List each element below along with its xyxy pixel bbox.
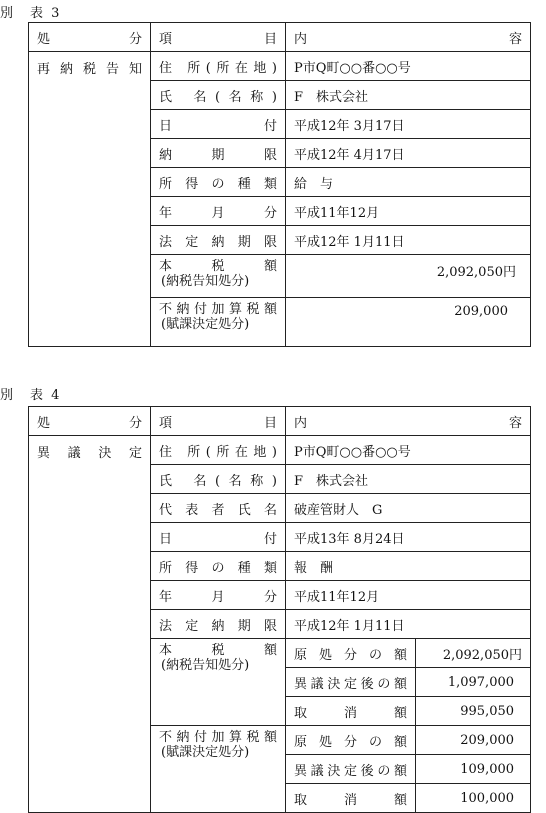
subrow-value: 2,092,050円	[416, 639, 531, 668]
subrow-label: 原処分の額	[286, 639, 416, 668]
header-disposition: 処 分	[29, 23, 151, 52]
row-value: P市Q町○○番○○号	[286, 436, 531, 465]
subrow-label: 原処分の額	[286, 726, 416, 755]
row-value: 給 与	[286, 168, 531, 197]
penalty-sublabel: (賦課決定処分)	[161, 745, 250, 760]
header-item: 項 目	[151, 23, 286, 52]
row-value: 平成12年 3月17日	[286, 110, 531, 139]
disposition-cell: 異議決定	[29, 436, 151, 813]
tax-label-cell	[151, 639, 286, 726]
penalty-sublabel: (賦課決定処分)	[161, 317, 250, 332]
row-label: 法定納期限	[151, 610, 286, 639]
penalty-label: 不納付加算税額	[159, 730, 277, 745]
header-item: 項 目	[151, 407, 286, 436]
penalty-value: 209,000	[286, 298, 531, 347]
row-label: 日 付	[151, 523, 286, 552]
header-disposition: 処 分	[29, 407, 151, 436]
row-label: 氏 名(名称)	[151, 465, 286, 494]
row-label: 法定納期限	[151, 226, 286, 255]
row-label: 日 付	[151, 110, 286, 139]
row-label: 住 所(所在地)	[151, 52, 286, 81]
table4-header-row	[29, 407, 531, 436]
table4	[28, 406, 531, 813]
row-value: F 株式会社	[286, 81, 531, 110]
row-value: 平成11年12月	[286, 581, 531, 610]
penalty-label-cell	[151, 726, 286, 813]
row-label: 年 月 分	[151, 581, 286, 610]
subrow-label: 取 消 額	[286, 697, 416, 726]
row-value: 破産管財人 G	[286, 494, 531, 523]
row-label: 納 期 限	[151, 139, 286, 168]
row-value: 平成12年 1月11日	[286, 610, 531, 639]
row-value: 報 酬	[286, 552, 531, 581]
row-label: 年 月 分	[151, 197, 286, 226]
header-content: 内 容	[286, 23, 531, 52]
subrow-value: 1,097,000	[416, 668, 531, 697]
subrow-label: 異議決定後の額	[286, 755, 416, 784]
row-label: 住 所(所在地)	[151, 436, 286, 465]
row-value: 平成11年12月	[286, 197, 531, 226]
row-value: F 株式会社	[286, 465, 531, 494]
disposition-cell: 再納税告知	[29, 52, 151, 347]
subrow-value: 209,000	[416, 726, 531, 755]
subrow-label: 異議決定後の額	[286, 668, 416, 697]
row-label: 代表者氏名	[151, 494, 286, 523]
tax-label: 本 税 額	[159, 643, 277, 658]
row-value: 平成12年 1月11日	[286, 226, 531, 255]
table4-caption: 別 表 4	[0, 388, 62, 403]
penalty-label: 不納付加算税額	[159, 302, 277, 317]
tax-label-cell	[151, 255, 286, 298]
row-value: 平成13年 8月24日	[286, 523, 531, 552]
tax-label: 本 税 額	[159, 259, 277, 274]
tax-sublabel: (納税告知処分)	[161, 274, 250, 289]
subrow-value: 995,050	[416, 697, 531, 726]
subrow-value: 100,000	[416, 784, 531, 813]
row-label: 所得の種類	[151, 552, 286, 581]
subrow-value: 109,000	[416, 755, 531, 784]
penalty-label-cell	[151, 298, 286, 347]
tax-value: 2,092,050円	[286, 255, 531, 298]
row-value: 平成12年 4月17日	[286, 139, 531, 168]
table-row	[29, 52, 531, 81]
tax-sublabel: (納税告知処分)	[161, 658, 250, 673]
table3-header-row	[29, 23, 531, 52]
subrow-label: 取 消 額	[286, 784, 416, 813]
row-label: 氏 名(名称)	[151, 81, 286, 110]
table-row	[29, 436, 531, 465]
row-label: 所得の種類	[151, 168, 286, 197]
table3	[28, 22, 531, 347]
header-content: 内 容	[286, 407, 531, 436]
row-value: P市Q町○○番○○号	[286, 52, 531, 81]
table3-caption: 別 表 3	[0, 6, 62, 21]
